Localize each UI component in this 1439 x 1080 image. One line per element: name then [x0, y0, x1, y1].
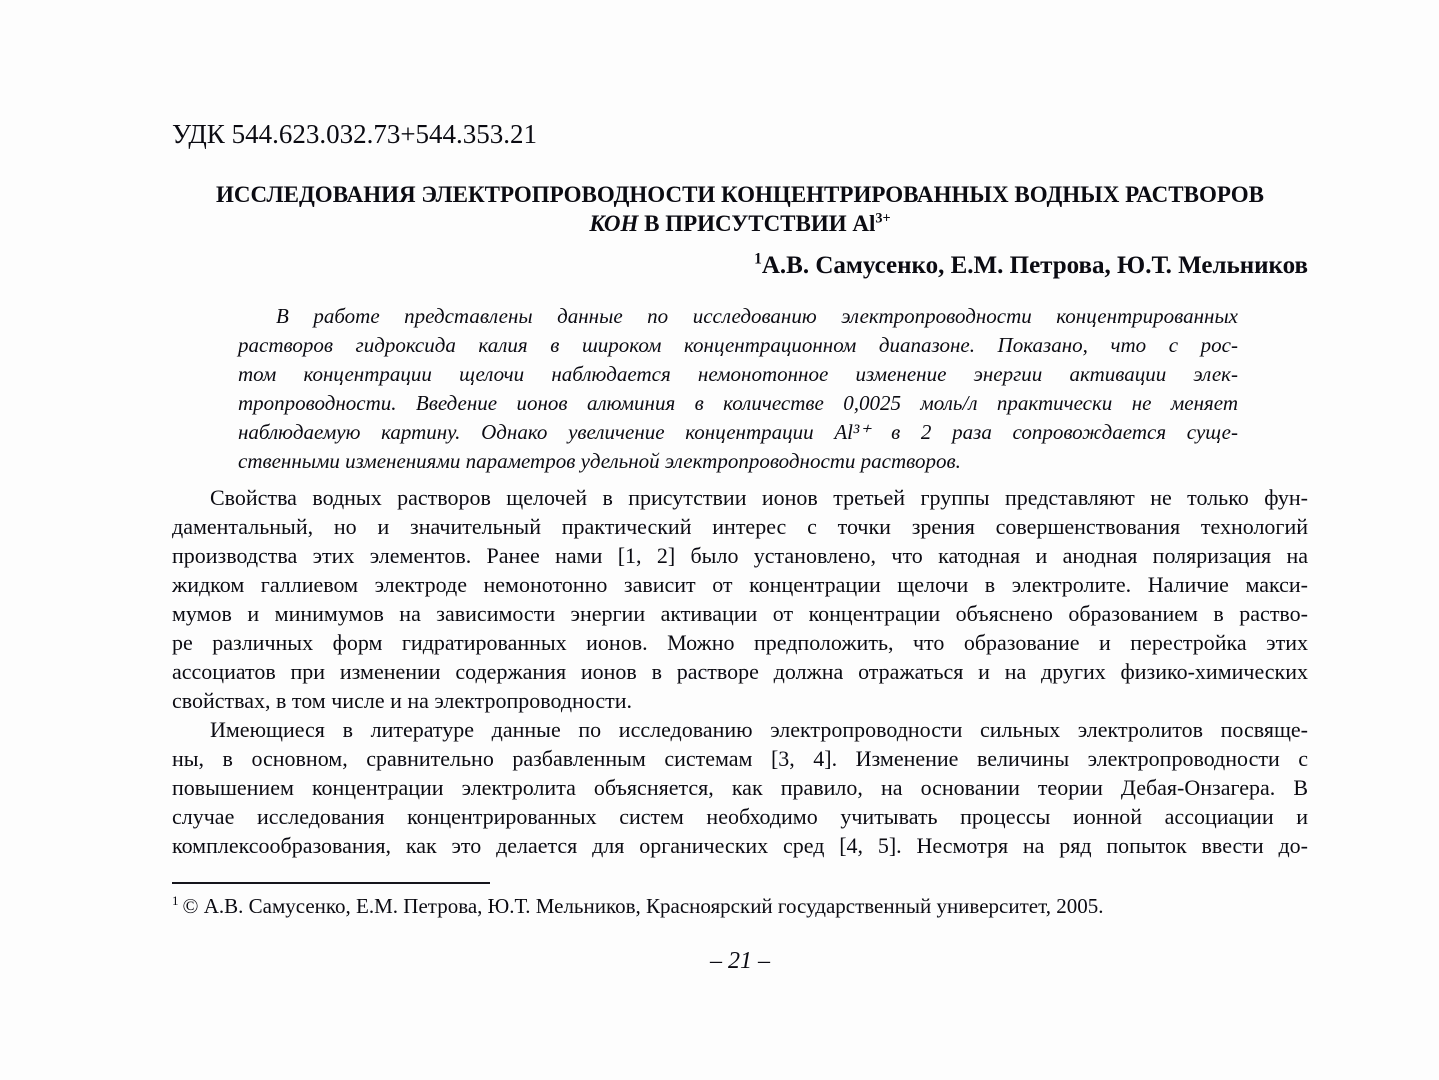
paragraph-1 [172, 483, 1308, 715]
article-title-line1: ИССЛЕДОВАНИЯ ЭЛЕКТРОПРОВОДНОСТИ КОНЦЕНТРИРОВАННЫХ ВОДНЫХ РАСТВОРОВ [215, 182, 1265, 207]
authors-names: А.В. Самусенко, Е.М. Петрова, Ю.Т. Мельников [761, 252, 1308, 279]
abstract-block [238, 302, 1238, 476]
text-line: жидком галлиевом электроде немонотонно зависит от концентрации щелочи в электролите. Наличие макси- [172, 572, 1308, 597]
text-line: свойствах, в том числе и на электропроводности. [172, 688, 633, 713]
text-line: даментальный, но и значительный практический интерес с точки зрения совершенствования технологий [172, 514, 1308, 539]
udc-number: УДК 544.623.032.73+544.353.21 [172, 119, 538, 149]
body-text [172, 483, 1308, 860]
text-line: том концентрации щелочи наблюдается немонотонное изменение энергии активации элек- [238, 362, 1238, 386]
text-line: тропроводности. Введение ионов алюминия в количестве 0,0025 моль/л практически не меняет [238, 391, 1238, 415]
text-line: производства этих элементов. Ранее нами [1, 2] было установлено, что катодная и анодная поляризация на [172, 543, 1308, 568]
authors-footnote-marker: 1 [754, 250, 762, 268]
article-title [172, 180, 1308, 238]
paragraph-2 [172, 715, 1308, 860]
footnote-marker: 1 [172, 893, 179, 908]
text-line: случае исследования концентрированных систем необходимо учитывать процессы ионной ассоциации и [172, 804, 1308, 829]
text-line: мумов и минимумов на зависимости энергии активации от концентрации объяснено образованием в раство- [172, 601, 1308, 626]
footnote [172, 892, 1308, 920]
article-title-line2: В ПРИСУТСТВИИ Al [638, 211, 876, 236]
text-line: повышением концентрации электролита объясняется, как правило, на основании теории Дебая-Онзагера. В [172, 775, 1308, 800]
text-line: ассоциатов при изменении содержания ионов в растворе должна отражаться и на других физико-химических [172, 659, 1308, 684]
text-line: ре различных форм гидратированных ионов. Можно предположить, что образование и перестройка этих [172, 630, 1308, 655]
text-line: ны, в основном, сравнительно разбавленным системам [3, 4]. Изменение величины электропроводности с [172, 746, 1308, 771]
text-line: наблюдаемую картину. Однако увеличение концентрации Al³⁺ в 2 раза сопровождается суще- [238, 420, 1238, 444]
text-line: комплексообразования, как это делается для органических сред [4, 5]. Несмотря на ряд попыток ввести до- [172, 833, 1308, 858]
page-content [172, 118, 1308, 975]
text-line: растворов гидроксида калия в широком концентрационном диапазоне. Показано, что с рос- [238, 333, 1238, 357]
footnote-divider [172, 882, 490, 884]
text-line: В работе представлены данные по исследованию электропроводности концентрированных [276, 304, 1238, 328]
footnote-text: © А.В. Самусенко, Е.М. Петрова, Ю.Т. Мельников, Красноярский государственный университет, 2005. [182, 894, 1104, 918]
page-number: – 21 – [710, 948, 770, 974]
text-line: ственными изменениями параметров удельной электропроводности растворов. [238, 449, 961, 473]
text-line: Имеющиеся в литературе данные по исследованию электропроводности сильных электролитов посвяще- [210, 717, 1308, 742]
authors-line [172, 250, 1308, 282]
article-title-superscript: 3+ [875, 210, 891, 227]
text-line: Свойства водных растворов щелочей в присутствии ионов третьей группы представляют не только фун- [210, 485, 1308, 510]
article-title-formula: КОН [589, 211, 639, 236]
